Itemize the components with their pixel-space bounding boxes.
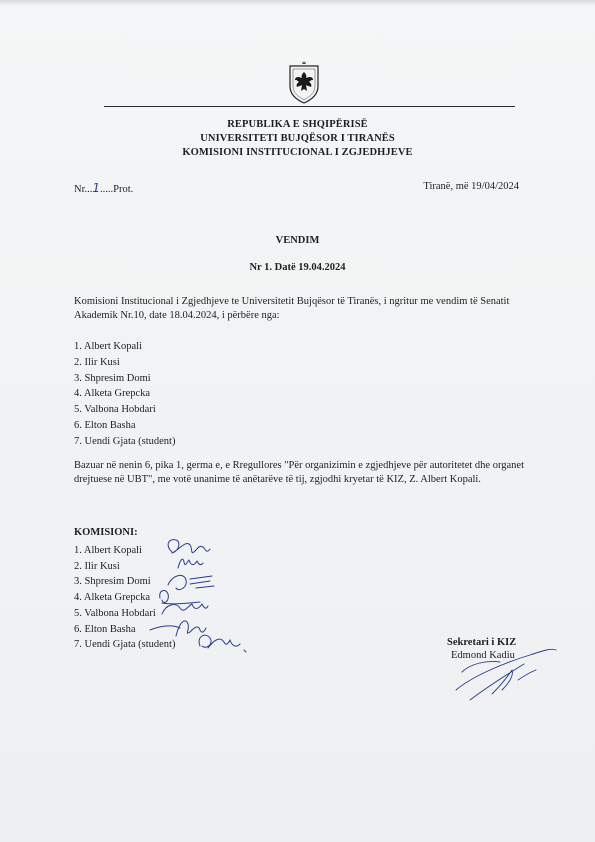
letterhead-university: UNIVERSITETI BUJQËSOR I TIRANËS: [200, 133, 395, 144]
list-item: 7. Uendi Gjata (student): [74, 435, 176, 447]
document-date: Tiranë, më 19/04/2024: [423, 181, 519, 192]
protocol-prefix: Nr...: [74, 184, 93, 195]
list-item: 5. Valbona Hobdari: [74, 404, 156, 416]
list-item: 1. Albert Kopali: [74, 341, 142, 352]
member-list: [74, 339, 175, 450]
list-item: 1. Albert Kopali: [74, 545, 142, 556]
list-item: 3. Shpresim Domi: [74, 576, 151, 588]
list-item: 2. Ilir Kusi: [74, 560, 120, 572]
letterhead-republic: REPUBLIKA E SHQIPËRISË: [227, 119, 368, 130]
protocol-suffix: .....Prot.: [100, 184, 134, 195]
document-subtitle: Nr 1. Datë 19.04.2024: [249, 262, 346, 273]
decision-paragraph: Bazuar në nenin 6, pika 1, germa e, e Rregullores "Për organizimin e zgjedhjeve për autoritetet dhe organet drejtuese në UBT", me votë unanime të anëtarëve të tij, zgjodhi kryetar të KIZ, Z. Albert Kopali.: [74, 460, 524, 486]
page-edge-shadow: [0, 0, 595, 6]
letterhead: [0, 118, 595, 160]
header-divider: [104, 106, 515, 107]
protocol-handwritten-number: 1: [92, 181, 101, 195]
list-item: 5. Valbona Hobdari: [74, 607, 156, 619]
intro-paragraph: Komisioni Institucional i Zgjedhjeve te Universitetit Bujqësor të Tiranës, i ngritur me vendim të Senatit Akademik Nr.10, date 18.04.2024, i përbëre nga:: [74, 296, 510, 321]
document-title: VENDIM: [275, 235, 320, 246]
list-item: 6. Elton Basha: [74, 419, 136, 431]
secretary-name: Edmond Kadiu: [451, 650, 515, 661]
list-item: 6. Elton Basha: [74, 623, 136, 635]
list-item: 4. Alketa Grepcka: [74, 388, 151, 400]
letterhead-commission: KOMISIONI INSTITUCIONAL I ZGJEDHJEVE: [182, 147, 413, 158]
list-item: 3. Shpresim Domi: [74, 372, 151, 384]
list-item: 2. Ilir Kusi: [74, 356, 120, 368]
protocol-number: [74, 181, 133, 195]
list-item: 4. Alketa Grepcka: [74, 592, 151, 604]
commission-heading: KOMISIONI:: [74, 527, 138, 538]
coat-of-arms-emblem: [287, 60, 321, 104]
secretary-title: Sekretari i KIZ: [447, 637, 517, 648]
signer-list: [74, 543, 175, 653]
list-item: 7. Uendi Gjata (student): [74, 639, 176, 651]
